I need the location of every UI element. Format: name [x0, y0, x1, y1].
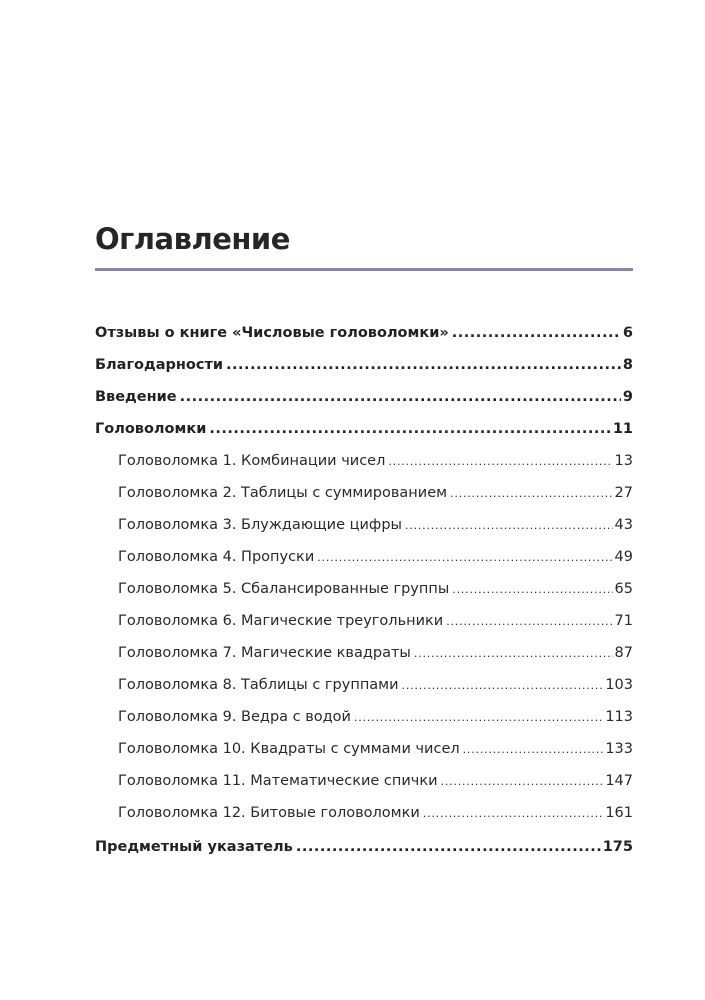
dot-leader [296, 831, 601, 863]
toc-entry-label: Головоломка 10. Квадраты с суммами чисел [118, 741, 460, 757]
toc-entry-puzzle-1[interactable] [95, 445, 633, 477]
toc-entry-page: 6 [622, 325, 633, 341]
toc-entry-label: Головоломка 5. Сбалансированные группы [118, 581, 450, 597]
dot-leader [317, 541, 612, 574]
toc-entry-puzzle-5[interactable] [95, 573, 633, 605]
dot-leader [180, 381, 621, 413]
dot-leader [463, 733, 604, 766]
dot-leader [452, 573, 612, 606]
dot-leader [423, 797, 604, 830]
toc-entry-introduction[interactable] [95, 381, 633, 413]
toc-entry-puzzle-12[interactable] [95, 797, 633, 829]
toc-entry-label: Головоломка 3. Блуждающие цифры [118, 517, 402, 533]
toc-entry-puzzle-2[interactable] [95, 477, 633, 509]
toc-entry-label: Отзывы о книге «Числовые головоломки» [95, 325, 449, 341]
toc-entry-label: Введение [95, 389, 177, 405]
toc-entry-label: Головоломка 12. Битовые головоломки [118, 805, 420, 821]
toc-entry-label: Головоломка 2. Таблицы с суммированием [118, 485, 448, 501]
toc-entry-label: Головоломка 11. Математические спички [118, 773, 438, 789]
toc-entry-label: Головоломка 7. Магические квадраты [118, 645, 411, 661]
dot-leader [446, 605, 612, 638]
dot-leader [354, 701, 603, 734]
dot-leader [405, 509, 613, 542]
toc-entry-page: 103 [605, 677, 633, 693]
toc-entry-page: 43 [614, 517, 633, 533]
toc-entry-page: 27 [614, 485, 633, 501]
toc-entry-puzzle-4[interactable] [95, 541, 633, 573]
toc-entry-puzzle-11[interactable] [95, 765, 633, 797]
toc-entry-label: Благодарности [95, 357, 224, 373]
toc-entry-page: 9 [622, 389, 633, 405]
dot-leader [226, 349, 621, 381]
toc-entry-page: 49 [614, 549, 633, 565]
toc-entry-label: Предметный указатель [95, 839, 293, 855]
toc-entry-page: 71 [614, 613, 633, 629]
toc-entry-page: 13 [614, 453, 633, 469]
toc-entry-puzzle-10[interactable] [95, 733, 633, 765]
table-of-contents [95, 317, 633, 863]
dot-leader [450, 477, 612, 510]
dot-leader [402, 669, 604, 702]
toc-entry-puzzle-7[interactable] [95, 637, 633, 669]
toc-entry-page: 133 [605, 741, 633, 757]
toc-entry-acknowledgements[interactable] [95, 349, 633, 381]
toc-entry-label: Головоломка 4. Пропуски [118, 549, 315, 565]
toc-entry-puzzle-3[interactable] [95, 509, 633, 541]
toc-entry-page: 175 [602, 839, 633, 855]
toc-entry-page: 65 [614, 581, 633, 597]
toc-entry-reviews[interactable] [95, 317, 633, 349]
toc-entry-puzzles[interactable] [95, 413, 633, 445]
toc-entry-page: 147 [605, 773, 633, 789]
page-title: Оглавление [95, 222, 290, 256]
toc-entry-index[interactable] [95, 831, 633, 863]
toc-entry-label: Головоломка 8. Таблицы с группами [118, 677, 399, 693]
toc-entry-label: Головоломка 9. Ведра с водой [118, 709, 351, 725]
dot-leader [388, 445, 612, 478]
toc-entry-puzzle-9[interactable] [95, 701, 633, 733]
toc-entry-puzzle-8[interactable] [95, 669, 633, 701]
toc-entry-puzzle-6[interactable] [95, 605, 633, 637]
toc-entry-label: Головоломка 6. Магические треугольники [118, 613, 444, 629]
toc-entry-page: 113 [605, 709, 633, 725]
toc-entry-page: 11 [612, 421, 633, 437]
toc-entry-page: 8 [622, 357, 633, 373]
dot-leader [452, 317, 621, 349]
title-underline [95, 268, 633, 271]
toc-entry-page: 161 [605, 805, 633, 821]
dot-leader [209, 413, 610, 445]
toc-entry-label: Головоломки [95, 421, 207, 437]
toc-entry-label: Головоломка 1. Комбинации чисел [118, 453, 386, 469]
dot-leader [441, 765, 604, 798]
dot-leader [414, 637, 613, 670]
toc-entry-page: 87 [614, 645, 633, 661]
